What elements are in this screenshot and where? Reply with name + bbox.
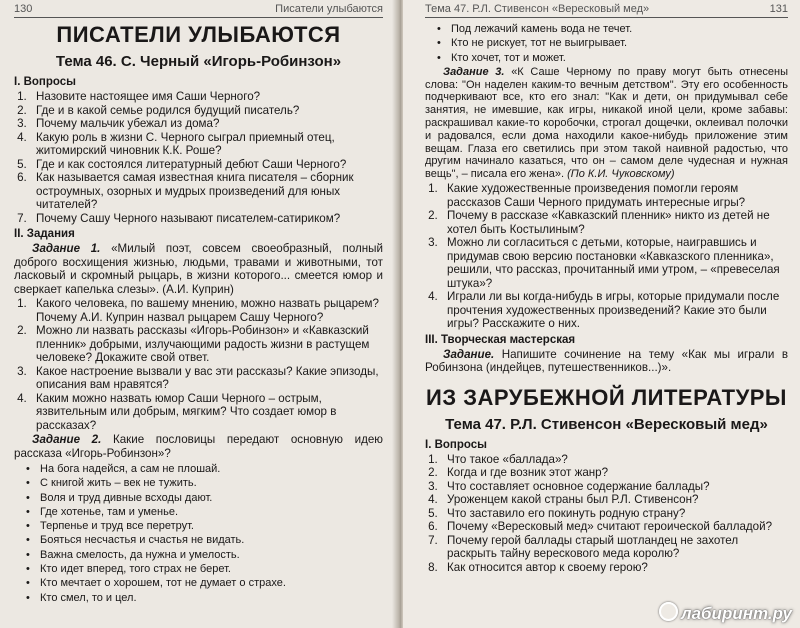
proverb-item: • Бояться несчастья и счастья не видать. xyxy=(40,533,383,547)
question-item: 6. Почему «Вересковый мед» считают героической балладой? xyxy=(441,520,788,534)
question-item: 1. Что такое «баллада»? xyxy=(441,453,788,467)
question-item: 7. Почему герой баллады старый шотландец не захотел раскрыть тайну верескового меда королю? xyxy=(441,534,788,561)
question-item: 8. Как относится автор к своему герою? xyxy=(441,561,788,575)
question-item: 1. Назовите настоящее имя Саши Черного? xyxy=(30,90,383,104)
proverb-item: • Важна смелость, да нужна и умелость. xyxy=(40,548,383,562)
proverb-item: • Воля и труд дивные всходы дают. xyxy=(40,491,383,505)
section-title: ПИСАТЕЛИ УЛЫБАЮТСЯ xyxy=(56,22,341,47)
page-number: 131 xyxy=(769,3,788,15)
questions-heading: I. Вопросы xyxy=(425,438,487,451)
right-page xyxy=(403,0,800,628)
section-title: ИЗ ЗАРУБЕЖНОЙ ЛИТЕРАТУРЫ xyxy=(426,384,787,410)
task-3-source: (По К.И. Чуковскому) xyxy=(567,168,675,181)
proverb-item: • Кто идет вперед, того страх не берет. xyxy=(40,562,383,576)
proverbs-list xyxy=(14,462,383,605)
question-item: 4. Уроженцем какой страны был Р.Л. Стивенсон? xyxy=(441,493,788,507)
question-item: 4. Каким можно назвать юмор Саши Черного – острым, язвительным или добрым, мягким? Что создает юмор в рассказах? xyxy=(30,392,383,433)
question-item: 2. Где и в какой семье родился будущий писатель? xyxy=(30,104,383,118)
questions-heading: I. Вопросы xyxy=(14,76,76,88)
question-item: 7. Почему Сашу Черного называют писателем-сатириком? xyxy=(30,212,383,226)
question-item: 4. Какую роль в жизни С. Черного сыграл приемный отец, житомирский чиновник К.К. Роше? xyxy=(30,131,383,158)
question-item: 2. Почему в рассказе «Кавказский пленник» никто из детей не хотел быть Костылиным? xyxy=(441,209,788,236)
tasks-heading: II. Задания xyxy=(14,228,75,240)
workshop-text: Напишите сочинение на тему «Как мы играли в Робинзона (индейцев, путешественников...)». xyxy=(425,347,788,375)
watermark-text: лабиринт.ру xyxy=(681,604,792,623)
task-1 xyxy=(14,242,383,296)
running-head xyxy=(425,3,788,18)
proverb-item: • Под лежачий камень вода не течет. xyxy=(451,22,788,36)
task-1-text: «Милый поэт, совсем своеобразный, полный доброго восхищения жизнью, людьми, травами и животными, тот ласковый и скромный рыцарь, в жизни которого... смеется юмор и сверкает капелька слезы». (А.И. Куприн) xyxy=(14,242,383,296)
proverb-item: • На бога надейся, а сам не плошай. xyxy=(40,462,383,476)
task-2-label: Задание 2. xyxy=(32,433,102,446)
workshop-heading: III. Творческая мастерская xyxy=(425,333,576,346)
task-3 xyxy=(425,66,788,181)
question-item: 3. Что составляет основное содержание баллады? xyxy=(441,480,788,494)
question-item: 5. Что заставило его покинуть родную страну? xyxy=(441,507,788,521)
task-1-questions xyxy=(14,297,383,432)
page-number: 130 xyxy=(14,3,33,15)
running-head xyxy=(14,3,383,18)
topic-title: Тема 47. Р.Л. Стивенсон «Вересковый мед» xyxy=(445,415,768,433)
workshop-label: Задание. xyxy=(443,347,495,361)
question-item: 5. Где и как состоялся литературный дебют Саши Черного? xyxy=(30,158,383,172)
question-item: 3. Почему мальчик убежал из дома? xyxy=(30,117,383,131)
proverb-item: • Где хотенье, там и уменье. xyxy=(40,505,383,519)
proverb-item: • Кто хочет, тот и может. xyxy=(451,51,788,65)
question-item: 2. Можно ли назвать рассказы «Игорь-Робинзон» и «Кавказский пленник» добрыми, излучающими радость жизни в растущем человеке? Докажите свой ответ. xyxy=(30,324,383,365)
questions-list xyxy=(425,453,788,575)
question-item: 1. Какого человека, по вашему мнению, можно назвать рыцарем? Почему А.И. Куприн назвал рыцарем Сашу Черного? xyxy=(30,297,383,324)
watermark-logo xyxy=(659,602,792,624)
proverb-item: • Кто не рискует, тот не выигрывает. xyxy=(451,36,788,50)
left-page xyxy=(0,0,397,628)
question-item: 1. Какие художественные произведения помогли героям рассказов Саши Черного придумать интересные игры? xyxy=(441,182,788,209)
task-3-label: Задание 3. xyxy=(443,65,505,78)
task-1-label: Задание 1. xyxy=(32,242,101,255)
running-title: Тема 47. Р.Л. Стивенсон «Вересковый мед» xyxy=(425,3,650,15)
proverb-item: • С книгой жить – век не тужить. xyxy=(40,476,383,490)
question-item: 2. Когда и где возник этот жанр? xyxy=(441,466,788,480)
topic-title: Тема 46. С. Черный «Игорь-Робинзон» xyxy=(55,53,342,70)
task-3-questions xyxy=(425,182,788,331)
task-2 xyxy=(14,433,383,460)
question-item: 4. Играли ли вы когда-нибудь в игры, которые придумали после прочтения художественных произведений? Какие это были игры? Расскажите о них. xyxy=(441,290,788,331)
task-3-text: «К Саше Черному по праву могут быть отнесены слова: "Он наделен каким-то вечным детством". Эту его особенность подчеркивают все, кто его знал: "Как и дети, он придумывал себе занятия, не имевшие, как игры, никакой иной цели, кроме забавы: раскрашивал какие-то коробочки, строгал дощечки, оклеивал полочки и радовался, если дома находили какое-нибудь приложение этим вещам. Глаза его светились при этом такой наивной радостью, что другим начинало казаться, что он – самом деле чудесная и нужная вещь", – писала его жена». xyxy=(425,65,788,181)
question-item: 6. Как называется самая известная книга писателя – сборник остроумных, озорных и мудрых произведений для юных читателей? xyxy=(30,171,383,212)
proverb-item: • Кто смел, то и цел. xyxy=(40,591,383,605)
labirint-logo-icon xyxy=(659,602,678,621)
proverbs-list-continued xyxy=(425,22,788,65)
proverb-item: • Терпенье и труд все перетрут. xyxy=(40,519,383,533)
question-item: 3. Можно ли согласиться с детьми, которые, наигравшись и придумав свою версию постановки «Кавказского пленника», решили, что рассказ, прочитанный ими утром, – «превеселая штука»? xyxy=(441,236,788,290)
questions-list xyxy=(14,90,383,225)
running-title: Писатели улыбаются xyxy=(275,3,383,15)
task-2-text: Какие пословицы передают основную идею рассказа «Игорь-Робинзон»? xyxy=(14,433,383,460)
proverb-item: • Кто мечтает о хорошем, тот не думает о страхе. xyxy=(40,576,383,590)
workshop-task xyxy=(425,348,788,375)
question-item: 3. Какое настроение вызвали у вас эти рассказы? Какие эпизоды, описания вам нравятся? xyxy=(30,365,383,392)
